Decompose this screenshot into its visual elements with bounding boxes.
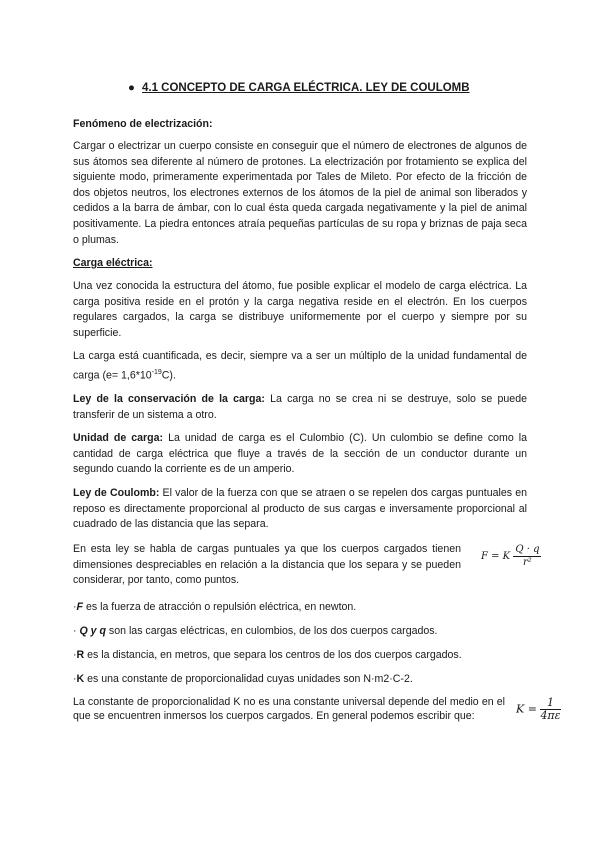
var-r: ·R es la distancia, en metros, que separa los centros de los dos cuerpos cargados. — [73, 649, 462, 661]
section-title-text: 4.1 CONCEPTO DE CARGA ELÉCTRICA. LEY DE COULOMB — [142, 82, 470, 94]
k-formula: K = $\frac{1}{4\pi\varepsilon}$ — [516, 696, 561, 722]
constante-paragraph: La constante de proporcionalidad K no es una constante universal depende del medio en el que se encuentren inmersos los cuerpos cargados. En general podemos escribir que: — [73, 696, 505, 722]
unidad-paragraph: Unidad de carga: La unidad de carga es el Culombio (C). Un culombio se define como la cantidad de carga eléctrica que fluye a través de la sección de un conductor durante un segundo cuando la corriente es de un amperio. — [73, 432, 527, 476]
bullet-icon: ● — [128, 82, 135, 94]
puntuales-paragraph: En esta ley se habla de cargas puntuales ya que los cuerpos cargados tienen dimensiones despreciables en relación a la distancia que los separa y se pueden considerar, por tanto, como puntos. — [73, 543, 461, 587]
electrizacion-heading: Fenómeno de electrización: — [73, 118, 213, 130]
conservacion-paragraph: Ley de la conservación de la carga: La carga no se crea ni se destruye, solo se puede transferir de un sistema a otro. — [73, 393, 527, 421]
carga-paragraph-2: La carga está cuantificada, es decir, siempre va a ser un múltiplo de la unidad fundamental de carga $(e= 1,6*10^{-19}C)$. — [73, 350, 527, 382]
section-title — [128, 82, 528, 94]
carga-heading: Carga eléctrica: — [73, 257, 153, 269]
var-f: ·F es la fuerza de atracción o repulsión eléctrica, en newton. — [73, 601, 357, 613]
electrizacion-paragraph: Cargar o electrizar un cuerpo consiste en conseguir que el número de electrones de algunos de sus átomos sea diferente al número de protones. La electrización por frotamiento se explica del siguiente modo, primeramente experimentada por Tales de Mileto. Por efecto de la fricción de dos objetos neutros, los electrones externos de los átomos de la piel de animal son liberados y cedidos a la barra de ámbar, con lo cual ésta queda cargada negativamente y la piel de animal positivamente. La piedra entonces atraía pequeñas partículas de su ropa y briznas de paja seca o plumas. — [73, 140, 527, 246]
carga-paragraph-1: Una vez conocida la estructura del átomo, fue posible explicar el modelo de carga eléctrica. La carga positiva reside en el protón y la carga negativa reside en el electrón. En los cuerpos regulares cargados, la carga se distribuye uniformemente por el cuerpo y siempre por su superficie. — [73, 280, 527, 339]
coulomb-paragraph: Ley de Coulomb: El valor de la fuerza con que se atraen o se repelen dos cargas puntuales en reposo es directamente proporcional al producto de sus cargas e inversamente proporcional al cuadrado de las distancia que las separa. — [73, 487, 527, 531]
var-k: ·K es una constante de proporcionalidad cuyas unidades son N·m2·C-2. — [73, 673, 413, 685]
var-q: · Q y q son las cargas eléctricas, en culombios, de los dos cuerpos cargados. — [73, 625, 438, 637]
coulomb-formula: F = K $\frac{Q \cdot q}{\text{r²}}$ — [481, 544, 540, 568]
